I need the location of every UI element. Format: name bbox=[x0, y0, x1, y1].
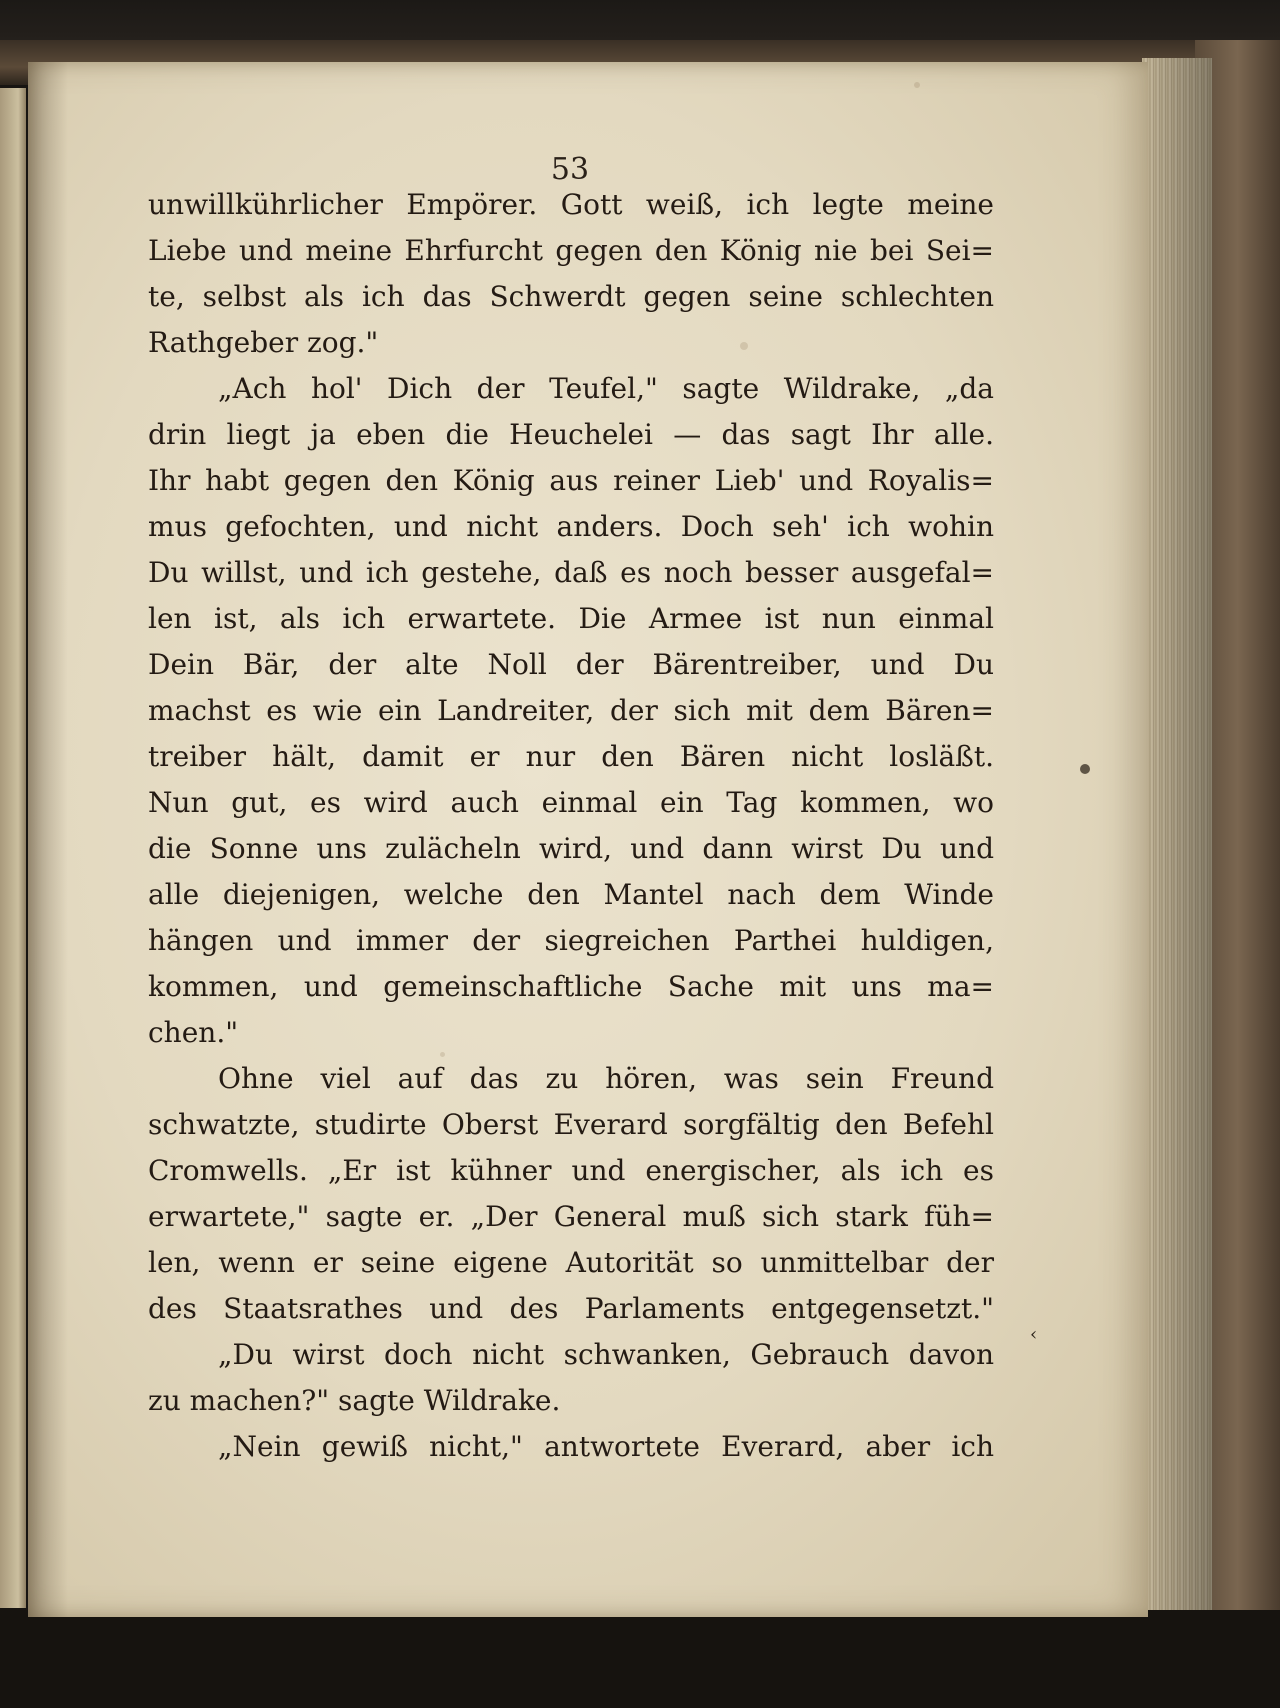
background-bottom bbox=[0, 1610, 1280, 1708]
text-line: machst es wie ein Landreiter, der sich mit dem Bären= bbox=[148, 694, 994, 727]
page-number: 53 bbox=[550, 152, 590, 187]
text-line: hängen und immer der siegreichen Parthei huldigen, bbox=[148, 924, 994, 957]
text-line: Rathgeber zog." bbox=[148, 326, 379, 359]
text-line: Ohne viel auf das zu hören, was sein Freund bbox=[218, 1062, 994, 1095]
text-line: len, wenn er seine eigene Autorität so unmittelbar der bbox=[148, 1246, 994, 1279]
page-edges-shadow bbox=[1142, 58, 1212, 1618]
text-line: alle diejenigen, welche den Mantel nach dem Winde bbox=[148, 878, 994, 911]
text-line: Liebe und meine Ehrfurcht gegen den König nie bei Sei= bbox=[148, 234, 994, 267]
text-line: „Ach hol' Dich der Teufel," sagte Wildrake, „da bbox=[218, 372, 994, 405]
text-line: Du willst, und ich gestehe, daß es noch besser ausgefal= bbox=[148, 556, 994, 589]
text-line: te, selbst als ich das Schwerdt gegen seine schlechten bbox=[148, 280, 994, 313]
text-line: erwartete," sagte er. „Der General muß sich stark füh= bbox=[148, 1200, 994, 1233]
text-line: drin liegt ja eben die Heuchelei — das sagt Ihr alle. bbox=[148, 418, 994, 451]
gutter-shadow bbox=[28, 62, 68, 1617]
text-line: unwillkührlicher Empörer. Gott weiß, ich legte meine bbox=[148, 188, 994, 221]
text-line: schwatzte, studirte Oberst Everard sorgfältig den Befehl bbox=[148, 1108, 994, 1141]
text-line: „Nein gewiß nicht," antwortete Everard, aber ich bbox=[218, 1430, 994, 1463]
ink-mark bbox=[1080, 764, 1090, 774]
text-line: „Du wirst doch nicht schwanken, Gebrauch davon bbox=[218, 1338, 994, 1371]
text-line: treiber hält, damit er nur den Bären nicht losläßt. bbox=[148, 740, 994, 773]
text-line: chen." bbox=[148, 1016, 239, 1049]
text-line: Ihr habt gegen den König aus reiner Lieb' und Royalis= bbox=[148, 464, 994, 497]
text-line: mus gefochten, und nicht anders. Doch seh' ich wohin bbox=[148, 510, 994, 543]
text-line: kommen, und gemeinschaftliche Sache mit uns ma= bbox=[148, 970, 994, 1003]
paper-stain bbox=[914, 82, 920, 88]
text-line: Cromwells. „Er ist kühner und energischer, als ich es bbox=[148, 1154, 994, 1187]
text-line: zu machen?" sagte Wildrake. bbox=[148, 1384, 561, 1417]
margin-mark: ‹ bbox=[1030, 1324, 1038, 1345]
text-line: die Sonne uns zulächeln wird, und dann wirst Du und bbox=[148, 832, 994, 865]
text-block bbox=[148, 182, 994, 1470]
text-line: Nun gut, es wird auch einmal ein Tag kommen, wo bbox=[148, 786, 994, 819]
text-line: des Staatsrathes und des Parlaments entgegensetzt." bbox=[148, 1292, 994, 1325]
facing-page-edge bbox=[0, 88, 26, 1608]
text-line: Dein Bär, der alte Noll der Bärentreiber, und Du bbox=[148, 648, 994, 681]
text-line: len ist, als ich erwartete. Die Armee ist nun einmal bbox=[148, 602, 994, 635]
